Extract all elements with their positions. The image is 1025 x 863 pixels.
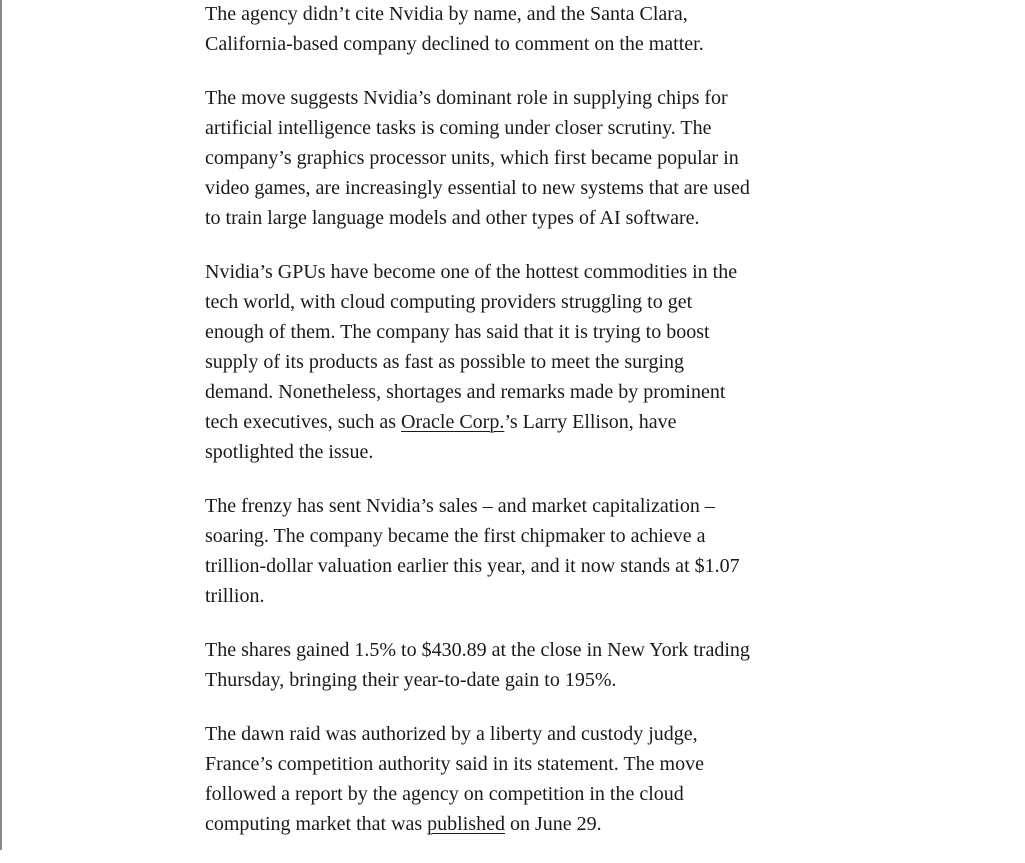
text-line: followed a report by the agency on competition in the cloud — [205, 783, 684, 805]
text-line: to train large language models and other types of AI software. — [205, 207, 700, 229]
text-line: The move suggests Nvidia’s dominant role in supplying chips for — [205, 87, 728, 109]
text-line: trillion. — [205, 585, 265, 607]
text-line: supply of its products as fast as possible to meet the surging — [205, 351, 685, 373]
window-left-border — [0, 0, 2, 850]
article-paragraph-5 — [205, 635, 845, 695]
link-suffix-text: ’s Larry Ellison, have — [504, 411, 677, 433]
text-line-with-link — [205, 809, 845, 839]
article-paragraph-1 — [205, 0, 845, 59]
text-line: tech world, with cloud computing providers struggling to get — [205, 291, 693, 313]
text-line: California-based company declined to comment on the matter. — [205, 33, 704, 55]
article-paragraph-2 — [205, 83, 845, 233]
text-line-with-link — [205, 407, 845, 437]
text-line: The agency didn’t cite Nvidia by name, and the Santa Clara, — [205, 3, 688, 25]
article-paragraph-3 — [205, 257, 845, 467]
text-line: The frenzy has sent Nvidia’s sales – and market capitalization – — [205, 495, 715, 517]
text-line: The shares gained 1.5% to $430.89 at the close in New York trading — [205, 639, 750, 661]
link-suffix-text: on June 29. — [504, 813, 602, 835]
article-body — [205, 0, 845, 863]
text-line: The dawn raid was authorized by a liberty and custody judge, — [205, 723, 698, 745]
text-line: video games, are increasingly essential to new systems that are used — [205, 177, 750, 199]
oracle-corp-link[interactable]: Oracle Corp. — [401, 411, 505, 433]
text-line: artificial intelligence tasks is coming under closer scrutiny. The — [205, 117, 712, 139]
text-line: trillion-dollar valuation earlier this year, and it now stands at $1.07 — [205, 555, 740, 577]
text-line: France’s competition authority said in its statement. The move — [205, 753, 704, 775]
text-line: demand. Nonetheless, shortages and remarks made by prominent — [205, 381, 726, 403]
published-report-link[interactable]: published — [427, 813, 505, 835]
text-line: Thursday, bringing their year-to-date gain to 195%. — [205, 669, 617, 691]
text-line: enough of them. The company has said that it is trying to boost — [205, 321, 710, 343]
text-line: soaring. The company became the first chipmaker to achieve a — [205, 525, 706, 547]
link-prefix-text: computing market that was — [205, 813, 428, 835]
article-paragraph-6 — [205, 719, 845, 839]
text-line: company’s graphics processor units, which first became popular in — [205, 147, 739, 169]
text-line: spotlighted the issue. — [205, 441, 374, 463]
article-paragraph-4 — [205, 491, 845, 611]
text-line: Nvidia’s GPUs have become one of the hottest commodities in the — [205, 261, 738, 283]
link-prefix-text: tech executives, such as — [205, 411, 402, 433]
